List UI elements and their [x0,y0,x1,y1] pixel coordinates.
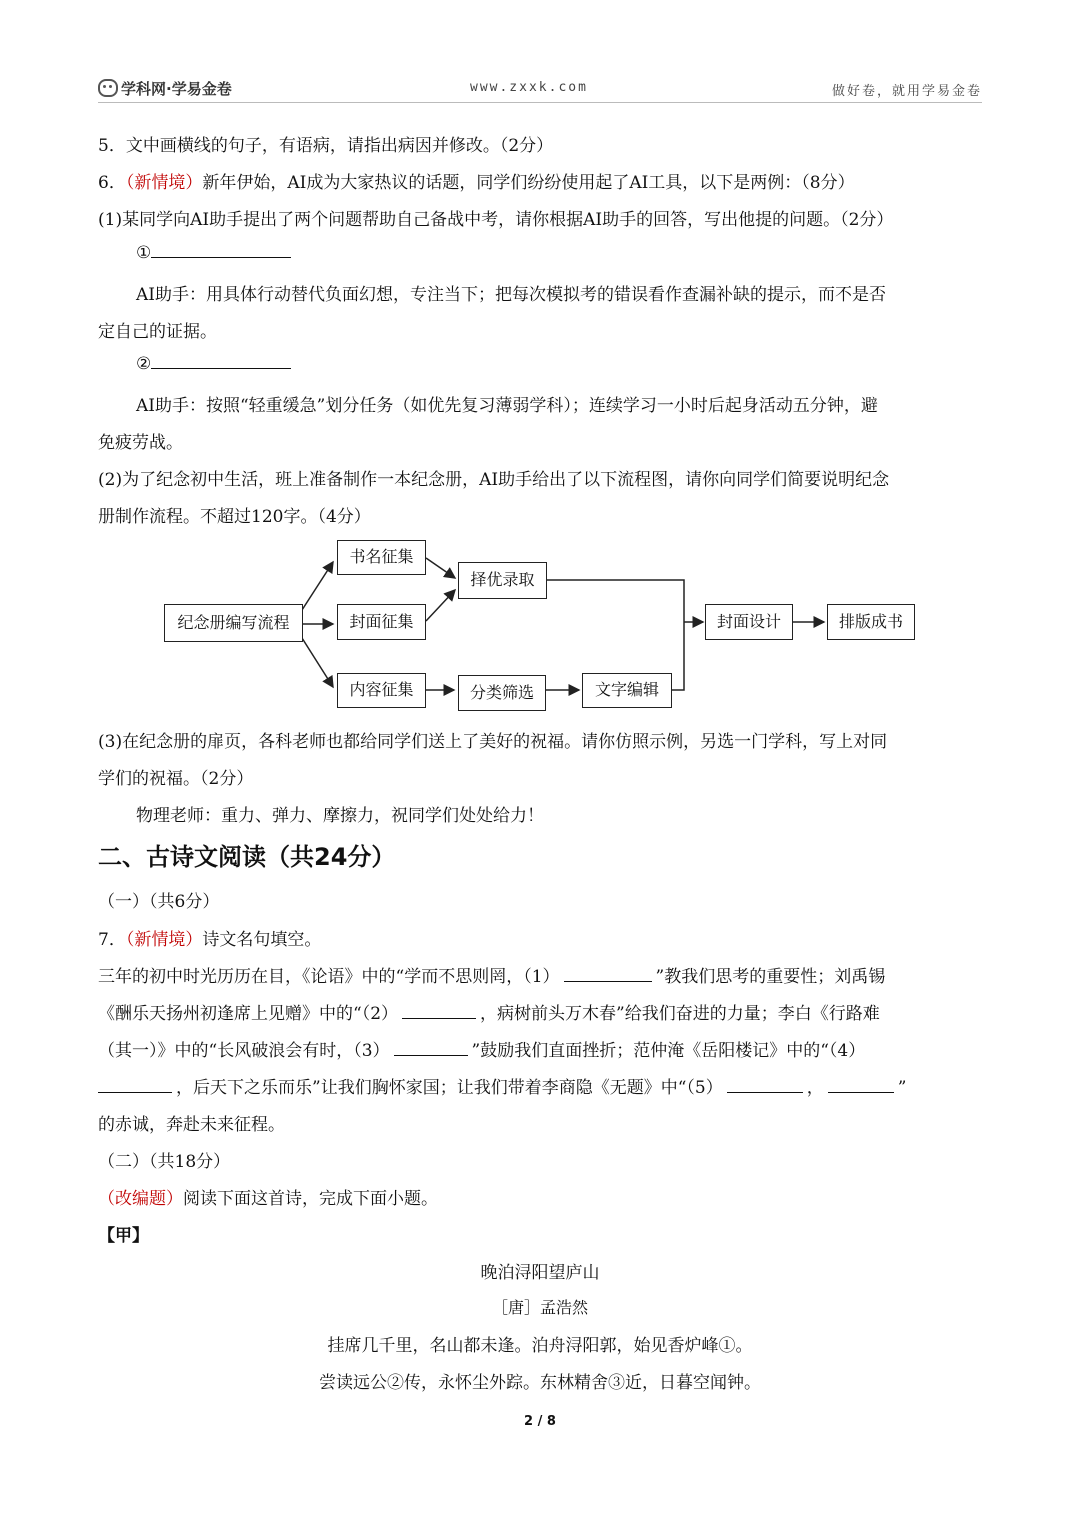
poem-line-2: 尝读远公②传，永怀尘外踪。东林精舍③近，日暮空闻钟。 [319,1373,761,1393]
question-tag: （改编题） [98,1189,183,1209]
fill-line-2: 《酬乐天扬州初逢席上见赠》中的“（2） ，病树前头万木春”给我们奋进的力量；李白《行路难 [98,1004,880,1024]
arrow-to-name [302,562,333,610]
flow-typeset-box: 排版成书 [827,604,915,640]
site-logo: 学科网·学易金卷 [98,78,232,99]
fill-line-1: 三年的初中时光历历在目，《论语》中的“学而不思则罔，（1） ”教我们思考的重要性；刘禹锡 [98,967,886,987]
ai-answer-1-line-2: 定自己的证据。 [98,322,217,342]
question-7-stem [98,925,321,950]
fill-blank-5b [828,1091,894,1093]
reading-instruction [98,1184,438,1209]
poem-title: 晚泊浔阳望庐山 [480,1263,600,1283]
flowchart-connectors [0,0,1080,730]
flow-start-box: 纪念册编写流程 [164,604,303,642]
arrow-to-content [302,638,333,687]
question-number: 6． [98,173,126,193]
header-slogan: 做好卷，就用学易金卷 [831,84,982,99]
question-text: 新年伊始，AI成为大家热议的话题，同学们纷纷使用起了AI工具，以下是两例：（8分） [202,173,855,193]
fill-blank-5a [727,1091,803,1093]
flow-content-box: 内容征集 [337,673,426,708]
flow-name-box: 书名征集 [337,540,426,575]
question-6-part-2-line-1: (2)为了纪念初中生活，班上准备制作一本纪念册，AI助手给出了以下流程图，请你向同学们简要说明纪念 [98,470,890,490]
question-5: 5．文中画横线的句子，有语病，请指出病因并修改。（2分） [98,136,554,156]
question-tag: （新情境） [125,930,203,950]
fill-blank-2 [402,1017,476,1019]
question-6-part-1: (1)某同学向AI助手提出了两个问题帮助自己备战中考，请你根据AI助手的回答，写出他提的问题。（2分） [98,210,894,230]
ai-answer-1-line-1: AI助手：用具体行动替代负面幻想，专注当下；把每次模拟考的错误看作查漏补缺的提示，而不是否 [136,285,886,305]
fill-line-5: 的赤诚，奔赴未来征程。 [98,1115,285,1135]
flow-select-box: 择优录取 [458,562,547,599]
question-text: 诗文名句填空。 [202,930,322,950]
site-url: www.zxxk.com [470,80,588,95]
question-6-part-2-line-2: 册制作流程。不超过120字。（4分） [98,507,371,527]
fill-blank-4 [98,1091,172,1093]
ai-answer-2-line-1: AI助手：按照“轻重缓急”划分任务（如优先复习薄弱学科）；连续学习一小时后起身活动五分钟，避 [136,396,878,416]
circled-number: ① [136,243,152,263]
ai-answer-2-line-2: 免疲劳战。 [98,433,183,453]
question-6-part-3-line-2: 学们的祝福。（2分） [98,769,254,789]
question-tag: （新情境） [125,173,203,193]
fill-line-3: （其一）》中的“长风破浪会有时，（3） ”鼓励我们直面挫折；范仲淹《岳阳楼记》中的“（4） [98,1041,866,1061]
part-2-heading: （二）（共18分） [98,1152,231,1172]
blessing-example: 物理老师：重力、弹力、摩擦力，祝同学们处处给力！ [136,806,544,826]
page-number: 2 / 8 [524,1414,556,1429]
instruction-text: 阅读下面这首诗，完成下面小题。 [183,1189,438,1209]
section-heading: 二、古诗文阅读（共24分） [98,843,396,871]
question-number: 7． [98,930,126,950]
fill-line-4: ，后天下之乐而乐”让我们胸怀家国；让我们带着李商隐《无题》中“（5） ， ” [98,1073,906,1098]
arrow-cover-to-select [426,590,455,621]
question-6-part-3-line-1: (3)在纪念册的扉页，各科老师也都给同学们送上了美好的祝福。请你仿照示例，另选一门学科，写上对同 [98,732,888,752]
flow-edit-box: 文字编辑 [582,673,672,708]
passage-label: 【甲】 [98,1226,149,1246]
poem-author: ［唐］孟浩然 [491,1298,588,1317]
flow-cover-box: 封面征集 [337,604,426,640]
fill-blank-1 [564,980,652,982]
fill-blank-3 [394,1054,468,1056]
poem-line-1: 挂席几千里，名山都未逢。泊舟浔阳郭，始见香炉峰①。 [327,1336,753,1356]
flow-classify-box: 分类筛选 [458,675,546,711]
circled-number: ② [136,354,152,374]
part-1-heading: （一）（共6分） [98,892,220,912]
flow-design-box: 封面设计 [705,604,793,640]
arrow-name-to-select [426,558,455,578]
